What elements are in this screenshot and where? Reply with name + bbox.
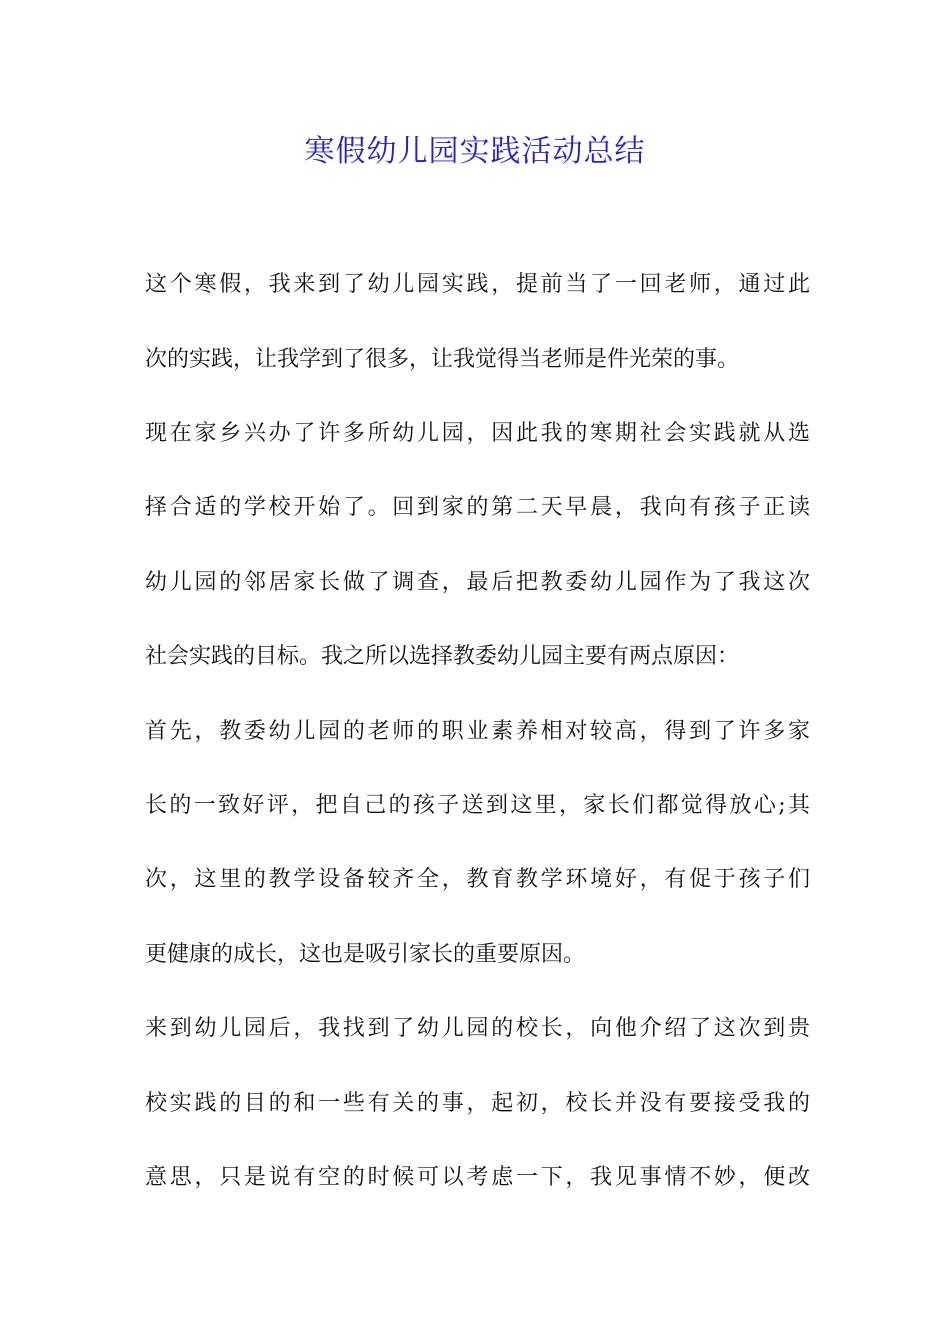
- body-line: 次，这里的教学设备较齐全，教育教学环境好，有促于孩子们: [145, 867, 810, 892]
- body-line: 长的一致好评，把自己的孩子送到这里，家长们都觉得放心;其: [145, 793, 810, 818]
- body-line: 来到幼儿园后，我找到了幼儿园的校长，向他介绍了这次到贵: [145, 1016, 810, 1041]
- body-line: 幼儿园的邻居家长做了调查，最后把教委幼儿园作为了我这次: [145, 570, 810, 595]
- document-title: 寒假幼儿园实践活动总结: [304, 134, 646, 169]
- body-line: 首先，教委幼儿园的老师的职业素养相对较高，得到了许多家: [145, 719, 810, 744]
- body-line: 这个寒假，我来到了幼儿园实践，提前当了一回老师，通过此: [145, 272, 810, 297]
- body-line: 择合适的学校开始了。回到家的第二天早晨，我向有孩子正读: [145, 495, 810, 520]
- body-line: 校实践的目的和一些有关的事，起初，校长并没有要接受我的: [145, 1091, 810, 1116]
- body-line: 次的实践，让我学到了很多，让我觉得当老师是件光荣的事。: [145, 347, 740, 372]
- body-line: 社会实践的目标。我之所以选择教委幼儿园主要有两点原因：: [145, 644, 740, 669]
- body-line: 意思，只是说有空的时候可以考虑一下，我见事情不妙，便改: [145, 1165, 810, 1190]
- body-line: 现在家乡兴办了许多所幼儿园，因此我的寒期社会实践就从选: [145, 421, 810, 446]
- body-line: 更健康的成长，这也是吸引家长的重要原因。: [145, 942, 586, 967]
